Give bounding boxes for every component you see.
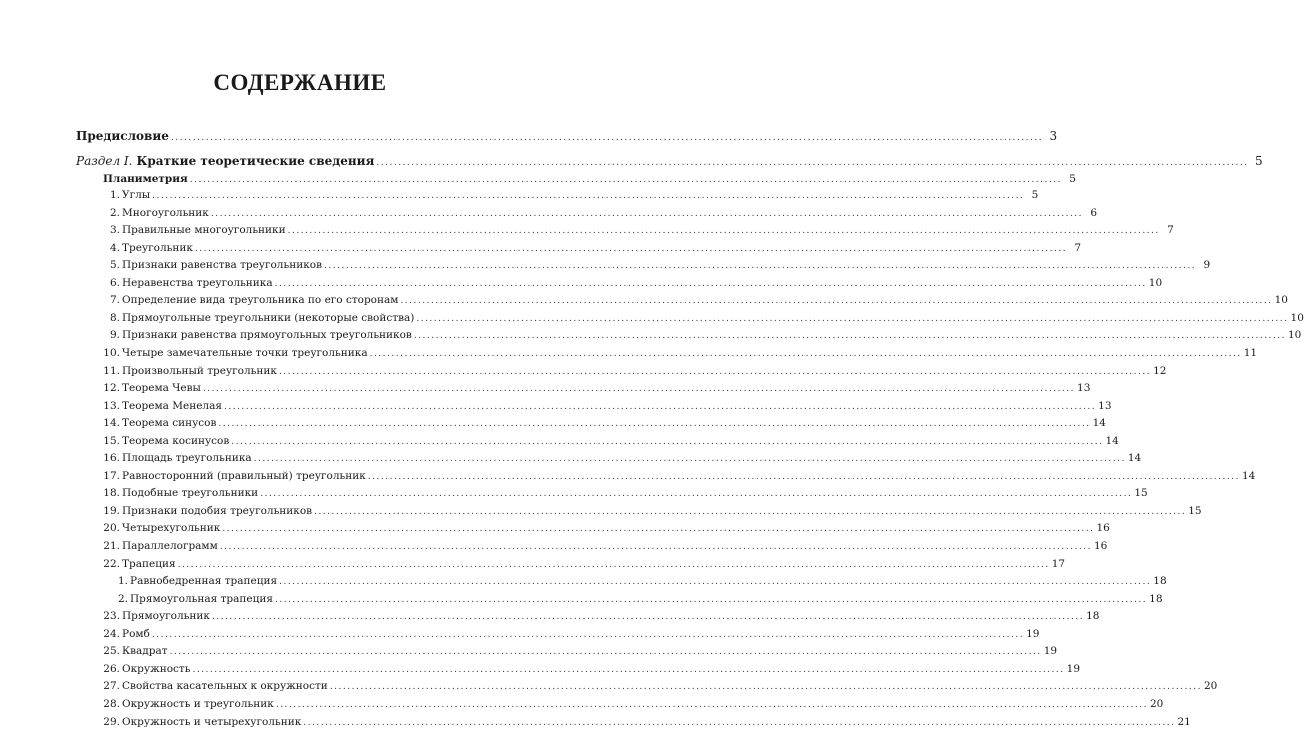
toc-entry-label: Трапеция	[122, 557, 176, 570]
toc-entry-page: 5	[1031, 189, 1039, 201]
toc-entry-page: 7	[1074, 241, 1082, 254]
toc-entry-label: Многоугольник	[122, 206, 209, 219]
toc-entry	[112, 591, 1163, 607]
toc-entry-page: 7	[1167, 224, 1174, 237]
toc-entry-number: 2.	[117, 592, 128, 605]
toc-entry-number: 14.	[103, 417, 120, 430]
toc-entry-page: 6	[1090, 206, 1098, 219]
toc-entry-label: Определение вида треугольника по его сторонам	[122, 294, 399, 307]
dot-leader: ........................................................................................................................................................................................................	[274, 278, 1147, 289]
toc-entry-number: 28.	[103, 697, 120, 710]
toc-entry-label: Параллелограмм	[122, 540, 218, 552]
toc-entry-label: Окружность и треугольник	[122, 697, 274, 710]
toc-entry-page: 17	[1051, 557, 1066, 570]
toc-entry-number: 24.	[103, 627, 120, 640]
dot-leader: ........................................................................................................................................................................................................	[222, 524, 1095, 535]
toc-entry	[96, 485, 1148, 501]
toc-entry-label: Четырехугольник	[122, 522, 221, 535]
toc-entry-page: 14	[1241, 469, 1256, 482]
dot-leader: ........................................................................................................................................................................................................	[218, 419, 1091, 430]
toc-entry-page: 19	[1066, 662, 1081, 675]
toc-entry-number: 16.	[103, 452, 120, 465]
toc-entry	[96, 222, 1174, 238]
toc-entry-label: Подобные треугольники	[122, 487, 259, 500]
toc-entry	[96, 643, 1058, 659]
toc-entry-label: Окружность	[122, 662, 191, 675]
toc-entry-label: Теорема косинусов	[122, 434, 230, 447]
toc-entry-label: Теорема синусов	[122, 417, 217, 430]
toc-entry-page: 14	[1127, 452, 1142, 465]
toc-entry-number: 27.	[103, 680, 120, 693]
toc-entry	[76, 128, 1058, 144]
toc-entry	[96, 626, 1040, 642]
toc-entry	[96, 292, 1288, 308]
toc-entry-number: 21.	[103, 540, 120, 552]
dot-leader: ........................................................................................................................................................................................................	[260, 489, 1133, 500]
dot-leader: ........................................................................................................................................................................................................	[170, 133, 1044, 143]
dot-leader: ........................................................................................................................................................................................................	[177, 559, 1050, 570]
dot-leader: ........................................................................................................................................................................................................	[231, 436, 1104, 447]
toc-entry-page: 10	[1274, 294, 1288, 307]
toc-entry-page: 13	[1098, 399, 1112, 412]
toc-entry-number: 3.	[109, 224, 120, 237]
toc-entry-page: 10	[1288, 329, 1302, 342]
dot-leader: ........................................................................................................................................................................................................	[202, 384, 1076, 395]
toc-entry	[96, 450, 1142, 466]
toc-entry-page: 12	[1153, 364, 1167, 377]
toc-entry-page: 10	[1290, 311, 1304, 324]
toc-entry-page: 5	[1254, 154, 1263, 168]
toc-entry-page: 10	[1148, 276, 1163, 289]
toc-entry-number: 20.	[103, 522, 120, 535]
toc-entry-page: 20	[1150, 697, 1164, 710]
toc-entry-label: Правильные многоугольники	[122, 224, 286, 237]
toc-entry-number: 12.	[103, 382, 120, 395]
toc-entry	[96, 661, 1081, 677]
toc-entry-number: 11.	[103, 364, 120, 377]
toc-entry-page: 13	[1077, 382, 1091, 395]
toc-entry	[112, 573, 1167, 589]
toc-entry	[96, 240, 1082, 256]
toc-entry	[96, 538, 1108, 554]
toc-entry-label: Планиметрия	[103, 173, 188, 185]
toc-entry-number: 7.	[109, 294, 120, 307]
toc-entry	[96, 380, 1091, 396]
toc-entry-label: Краткие теоретические сведения	[136, 154, 375, 168]
toc-entry-page: 11	[1243, 346, 1258, 359]
toc-entry-label: Признаки подобия треугольников	[122, 504, 313, 517]
toc-entry-label: Треугольник	[122, 241, 193, 254]
toc-entry	[96, 608, 1100, 624]
toc-entry	[96, 520, 1110, 536]
toc-entry-page: 15	[1134, 487, 1148, 500]
toc-entry-page: 16	[1093, 540, 1108, 552]
toc-entry-page: 14	[1105, 434, 1119, 447]
toc-entry-page: 21	[1177, 715, 1191, 728]
dot-leader: ........................................................................................................................................................................................................	[369, 348, 1242, 359]
toc-entry-number: 18.	[103, 487, 120, 500]
toc-entry-number: 9.	[109, 329, 120, 342]
toc-entry	[96, 327, 1302, 343]
toc-entry-label: Равносторонний (правильный) треугольник	[122, 469, 366, 482]
toc-entry	[96, 310, 1304, 326]
toc-entry-number: 25.	[103, 645, 120, 658]
toc-entry-label: Углы	[122, 189, 151, 201]
dot-leader: ........................................................................................................................................................................................................	[416, 313, 1289, 324]
toc-entry-number: 19.	[103, 504, 120, 517]
toc-entry-number: 15.	[103, 434, 120, 447]
dot-leader: ........................................................................................................................................................................................................	[211, 612, 1085, 623]
toc-entry-label: Прямоугольник	[122, 610, 210, 623]
toc-entry-label: Произвольный треугольник	[122, 364, 277, 377]
dot-leader: ........................................................................................................................................................................................................	[219, 542, 1092, 552]
toc-entry-label: Равнобедренная трапеция	[130, 575, 278, 588]
toc-entry-label: Квадрат	[122, 645, 168, 658]
toc-entry	[96, 714, 1191, 730]
dot-leader: ........................................................................................................................................................................................................	[314, 506, 1187, 517]
toc-entry-number: 1.	[109, 189, 120, 201]
toc-entry	[96, 345, 1258, 361]
toc-entry-page: 19	[1043, 645, 1058, 658]
dot-leader: ........................................................................................................................................................................................................	[151, 629, 1025, 640]
toc-entry	[96, 398, 1112, 414]
toc-entry	[96, 205, 1098, 221]
toc-entry	[96, 257, 1211, 273]
toc-entry-page: 5	[1069, 173, 1076, 185]
toc-entry-label: Ромб	[122, 627, 150, 640]
toc-entry-number: 10.	[103, 346, 120, 359]
toc-entry	[96, 415, 1106, 431]
dot-leader: ........................................................................................................................................................................................................	[275, 699, 1148, 710]
toc-entry	[96, 678, 1218, 694]
toc-entry-label: Прямоугольная трапеция	[130, 592, 273, 605]
toc-entry-number: 2.	[109, 206, 120, 219]
toc-entry-label: Прямоугольные треугольники (некоторые свойства)	[122, 311, 415, 324]
toc-entry-number: 26.	[103, 662, 120, 675]
page-title: СОДЕРЖАНИЕ	[213, 70, 387, 95]
dot-leader: ........................................................................................................................................................................................................	[192, 664, 1065, 675]
toc-entry	[96, 275, 1163, 291]
toc-entry-page: 19	[1026, 627, 1040, 640]
toc-entry-page: 14	[1092, 417, 1106, 430]
toc-entry	[96, 468, 1256, 484]
toc-entry-number: 5.	[109, 259, 120, 272]
toc-entry-page: 3	[1049, 129, 1058, 143]
toc-entry-number: 1.	[117, 575, 128, 588]
toc-entry-label: Теорема Менелая	[122, 399, 222, 412]
toc-entry-label: Предисловие	[76, 129, 169, 143]
toc-entry-number: 13.	[103, 399, 120, 412]
dot-leader: ........................................................................................................................................................................................................	[287, 226, 1160, 237]
section-prefix: Раздел I.	[76, 154, 133, 168]
dot-leader: ........................................................................................................................................................................................................	[400, 296, 1273, 307]
toc-entry-page: 15	[1188, 504, 1202, 517]
dot-leader: ........................................................................................................................................................................................................	[189, 175, 1062, 185]
dot-leader: ........................................................................................................................................................................................................	[152, 191, 1025, 201]
toc-entry-page: 9	[1203, 259, 1211, 272]
toc-entry-label: Площадь треугольника	[122, 452, 252, 465]
toc-entry-page: 18	[1086, 610, 1100, 623]
dot-leader: ........................................................................................................................................................................................................	[303, 717, 1176, 728]
toc-entry-number: 6.	[109, 276, 120, 289]
dot-leader: ........................................................................................................................................................................................................	[223, 401, 1097, 412]
toc-entry	[96, 363, 1167, 379]
toc-entry-page: 20	[1203, 680, 1218, 693]
toc-entry-number: 29.	[103, 715, 120, 728]
toc-entry-page: 18	[1153, 575, 1167, 588]
dot-leader: ........................................................................................................................................................................................................	[253, 454, 1126, 465]
toc-entry-number: 4.	[109, 241, 120, 254]
toc-entry	[96, 503, 1202, 519]
toc-entry-number: 17.	[103, 469, 120, 482]
toc-entry-page: 16	[1096, 522, 1110, 535]
dot-leader: ........................................................................................................................................................................................................	[278, 366, 1152, 377]
toc-entry-label: Свойства касательных к окружности	[122, 680, 328, 693]
toc-entry	[103, 171, 1076, 187]
toc-entry-label: Признаки равенства прямоугольных треугольников	[122, 329, 412, 342]
dot-leader: ........................................................................................................................................................................................................	[324, 261, 1197, 272]
toc-entry-number: 22.	[103, 557, 120, 570]
toc-entry	[96, 187, 1039, 203]
dot-leader: ........................................................................................................................................................................................................	[274, 594, 1148, 605]
dot-leader: ........................................................................................................................................................................................................	[413, 331, 1286, 342]
dot-leader: ........................................................................................................................................................................................................	[367, 471, 1240, 482]
toc-entry-number: 8.	[109, 311, 120, 324]
toc-entry-label: Четыре замечательные точки треугольника	[122, 346, 368, 359]
dot-leader: ........................................................................................................................................................................................................	[194, 243, 1068, 254]
dot-leader: ........................................................................................................................................................................................................	[329, 682, 1202, 693]
dot-leader: ........................................................................................................................................................................................................	[210, 208, 1084, 219]
dot-leader: ........................................................................................................................................................................................................	[279, 577, 1152, 588]
toc-entry-label: Теорема Чевы	[122, 382, 201, 395]
toc-entry-label: Признаки равенства треугольников	[122, 259, 322, 272]
dot-leader: ........................................................................................................................................................................................................	[169, 647, 1042, 658]
toc-entry	[96, 556, 1066, 572]
toc-entry-label: Окружность и четырехугольник	[122, 715, 302, 728]
toc-entry-label: Неравенства треугольника	[122, 276, 273, 289]
toc-entry	[76, 153, 1263, 169]
toc-entry-page: 18	[1149, 592, 1163, 605]
toc-entry-number: 23.	[103, 610, 120, 623]
toc-entry	[96, 696, 1164, 712]
toc-entry	[96, 433, 1119, 449]
dot-leader: ........................................................................................................................................................................................................	[376, 158, 1249, 168]
